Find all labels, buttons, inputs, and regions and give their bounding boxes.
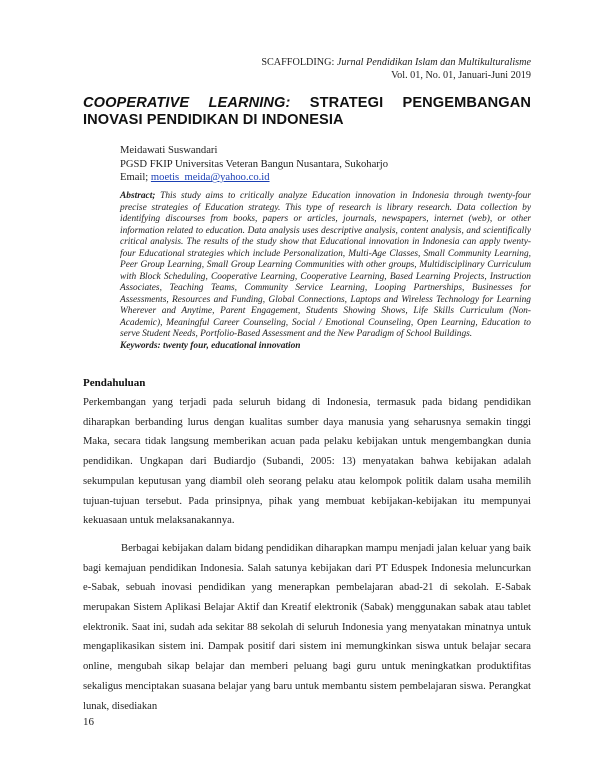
author-email-link[interactable]: moetis_meida@yahoo.co.id: [150, 172, 270, 184]
paper-title: [83, 95, 531, 129]
title-word-strategi: STRATEGI: [309, 95, 384, 111]
abstract: [120, 191, 531, 352]
email-label: Email;: [120, 172, 151, 184]
author-affiliation: PGSD FKIP Universitas Veteran Bangun Nusantara, Sukoharjo: [120, 158, 389, 170]
abstract-label: Abstract;: [120, 191, 156, 201]
author-name: Meidawati Suswandari: [120, 145, 218, 156]
section-heading: Pendahuluan: [83, 377, 146, 389]
abstract-text: This study aims to critically analyze Education innovation in Indonesia through twenty-four precise strategies of Education strategy. This type of research is library research. Data collection by identifying discourses from books, papers or articles, journals, newspapers, internet (web), or other information related to education. Data analysis uses descriptive analysis, content analysis, and scientifically critical analysis. The results of the study show that Educational innovation in Indonesia can apply twenty-four Educational strategies which include Personalization, Multi-Age Classes, Small Community Learning, Peer Group Learning, Small Group Learning Communities with other groups, Multidisciplinary Curriculum with Block Scheduling, Cooperative Learning, Cooperative Learning, Based Learning Projects, Instruction Associates, Teaching Teams, Community Service Learning, Looping Partnerships, Businesses for Assessments, Resources and Funding, Global Connections, Laptops and Wireless Technology for Learning Wherever and Anytime, Parent Engagement, Students Showing Shows, Life Skills Curriculum (Non- Academic), Meaningful Career Counseling, Social / Emotional Counseling, Open Learning, Education to serve Student Needs, Portfolio-Based Assessment and the New Paradigm of School Buildings.: [120, 191, 531, 339]
journal-header: [261, 56, 531, 82]
abstract-body: [120, 191, 531, 341]
journal-name-line: [261, 56, 531, 69]
keywords: Keywords: twenty four, educational innovation: [120, 340, 301, 351]
title-line-1: [83, 95, 531, 112]
journal-name: Jurnal Pendidikan Islam dan Multikulturalisme: [336, 57, 531, 68]
journal-volume: Vol. 01, No. 01, Januari-Juni 2019: [391, 70, 531, 81]
author-email-line: [120, 171, 388, 185]
title-word-learning: LEARNING:: [208, 95, 291, 111]
paragraph: Perkembangan yang terjadi pada seluruh bidang di Indonesia, termasuk pada bidang pendidikan diharapkan berbanding lurus dengan kualitas sumber daya manusia yang seharusnya semakin tinggi Maka, secara tidak langsung memberikan acuan pada pelaku kebijakan untuk mengembangkan dunia pendidikan. Ungkapan dari Budiardjo (Subandi, 2005: 13) menyatakan bahwa kebijakan adalah sekumpulan keputusan yang diambil oleh seorang pelaku atau kelompok politik dalam usaha memilih tujuan-tujuan tersebut. Pada prinsipnya, pihak yang membuat kebijakan-kebijakan itu mempunyai kekuasaan untuk melaksanakannya.: [83, 397, 531, 527]
title-word-cooperative: COOPERATIVE: [83, 95, 190, 111]
author-block: [120, 144, 388, 185]
paragraph: Berbagai kebijakan dalam bidang pendidikan diharapkan mampu menjadi jalan keluar yang baik bagi kemajuan pendidikan Indonesia. Salah satunya kebijakan dari PT Eduspek Indonesia meluncurkan e-Sabak, sebuah inovasi pendidikan yang menerapkan pembelajaran abad-21 di sekolah. E-Sabak merupakan Sistem Aplikasi Belajar Aktif dan Kreatif elektronik (Sabak) menggunakan sabak atau tablet elektronik. Saat ini, sudah ada sekitar 88 sekolah di seluruh Indonesia yang menyatakan minatnya untuk mengaplikasikan sistem ini. Dampak positif dari sistem ini memungkinkan siswa untuk belajar secara online, mengubah sikap belajar dan memberi peluang bagi guru untuk meningkatkan produktifitas sekaligus menciptakan suasana belajar yang baru untuk membantu sistem pembelajaran siswa. Perangkat lunak, disediakan: [83, 542, 531, 712]
title-line-2: INOVASI PENDIDIKAN DI INDONESIA: [83, 112, 344, 128]
page-number: 16: [83, 716, 94, 728]
body-text: [83, 393, 531, 716]
title-word-pengembangan: PENGEMBANGAN: [402, 95, 531, 111]
journal-prefix: SCAFFOLDING:: [261, 57, 337, 68]
